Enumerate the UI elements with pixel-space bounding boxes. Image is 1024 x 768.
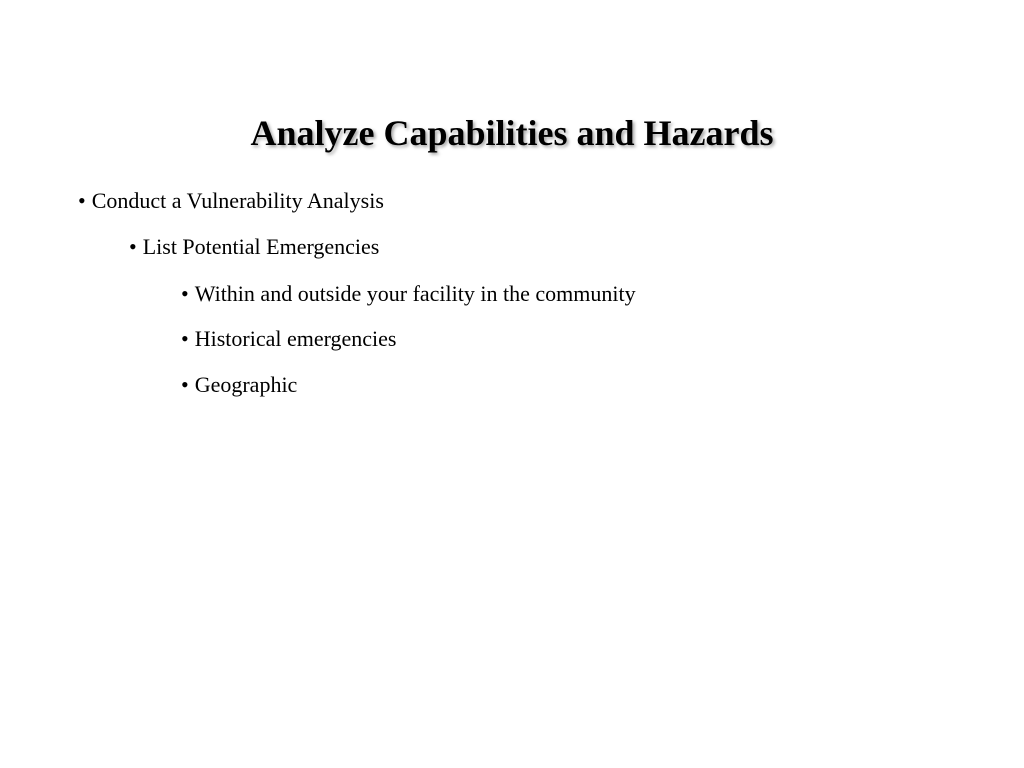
bullet-item-within-outside-facility	[181, 280, 636, 308]
bullet-text: Conduct a Vulnerability Analysis	[91, 188, 384, 213]
slide-title: Analyze Capabilities and Hazards	[250, 113, 774, 153]
bullet-marker: •	[181, 326, 189, 351]
bullet-item-vulnerability-analysis	[78, 187, 384, 215]
bullet-marker: •	[129, 234, 137, 259]
bullet-item-historical-emergencies	[181, 325, 397, 353]
bullet-marker: •	[181, 281, 189, 306]
bullet-marker: •	[181, 372, 189, 397]
bullet-text: Historical emergencies	[194, 326, 397, 351]
bullet-text: Geographic	[194, 372, 298, 397]
bullet-item-potential-emergencies	[129, 233, 379, 261]
bullet-marker: •	[78, 188, 86, 213]
bullet-text: Within and outside your facility in the community	[194, 281, 636, 306]
bullet-item-geographic	[181, 371, 297, 399]
bullet-text: List Potential Emergencies	[142, 234, 380, 259]
